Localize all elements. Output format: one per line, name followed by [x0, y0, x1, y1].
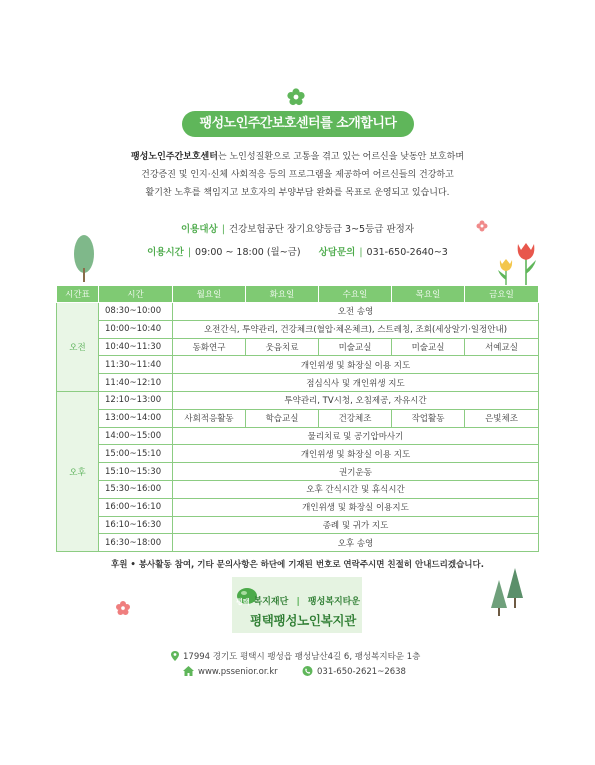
- time-cell: 12:10~13:00: [99, 391, 173, 409]
- notice-text: 후원 • 봉사활동 참여, 기타 문의사항은 하단에 기재된 번호로 연락주시면 친절히 안내드리겠습니다.: [111, 560, 484, 570]
- column-header: 화요일: [246, 286, 319, 303]
- activity-cell: 개인위생 및 화장실 이용지도: [173, 498, 539, 516]
- time-cell: 13:00~14:00: [99, 409, 173, 427]
- time-cell: 11:30~11:40: [99, 356, 173, 374]
- day-cell: 건강체조: [319, 409, 392, 427]
- logo-foundation: 복지재단: [253, 597, 289, 607]
- phone-icon: [302, 666, 313, 676]
- time-cell: 15:30~16:00: [99, 480, 173, 498]
- time-cell: 16:30~18:00: [99, 534, 173, 552]
- day-cell: 은빛체조: [465, 409, 539, 427]
- table-row: [57, 498, 539, 516]
- activity-cell: 오전 송영: [173, 303, 539, 321]
- activity-cell: 투약관리, TV시청, 오침제공, 자유시간: [173, 391, 539, 409]
- period-pm: 오후: [57, 391, 99, 551]
- day-cell: 동화연구: [173, 338, 246, 356]
- website-link[interactable]: www.pssenior.or.kr: [198, 667, 278, 677]
- activity-cell: 점심식사 및 개인위생 지도: [173, 374, 539, 392]
- address-text: 17994 경기도 평택시 팽성읍 팽성남산4길 6, 팽성복지타운 1층: [183, 652, 421, 662]
- column-header: 시간: [99, 286, 173, 303]
- column-header: 금요일: [465, 286, 539, 303]
- time-cell: 16:10~16:30: [99, 516, 173, 534]
- time-cell: 15:00~15:10: [99, 445, 173, 463]
- time-cell: 10:00~10:40: [99, 320, 173, 338]
- table-row: [57, 374, 539, 392]
- intro-line3: 활기찬 노후를 책임지고 보호자의 부양부담 완화를 목표로 운영되고 있습니다.: [145, 188, 450, 198]
- table-row: [57, 303, 539, 321]
- table-header-row: [57, 286, 539, 303]
- tree-icon: [72, 234, 96, 282]
- intro-line2: 건강증진 및 인지·신체 사회적응 등의 프로그램을 제공하여 어르신들의 건강하고: [141, 170, 454, 180]
- address: [170, 650, 420, 662]
- day-cell: 웃음치료: [246, 338, 319, 356]
- activity-cell: 개인위생 및 화장실 이용 지도: [173, 356, 539, 374]
- phone-text: 031-650-2621~2638: [317, 667, 406, 677]
- column-header: 시간표: [57, 286, 99, 303]
- contact-value: 031-650-2640~3: [366, 247, 448, 258]
- activity-cell: 개인위생 및 화장실 이용 지도: [173, 445, 539, 463]
- target-label: 이용대상: [180, 224, 218, 235]
- logo-town: 팽성복지타운: [307, 597, 361, 607]
- activity-cell: 오후 간식시간 및 휴식시간: [173, 480, 539, 498]
- day-cell: 미술교실: [392, 338, 465, 356]
- table-row: [57, 356, 539, 374]
- tree-icon: [489, 568, 525, 616]
- logo-divider: |: [296, 597, 300, 607]
- tulip-icon: [496, 240, 542, 286]
- location-icon: [170, 651, 180, 661]
- column-header: 수요일: [319, 286, 392, 303]
- logo-subtitle: [236, 594, 361, 607]
- day-cell: 서예교실: [465, 338, 539, 356]
- period-am: 오전: [57, 303, 99, 392]
- time-cell: 10:40~11:30: [99, 338, 173, 356]
- day-cell: 미술교실: [319, 338, 392, 356]
- center-name: 팽성노인주간보호센터: [130, 152, 218, 162]
- table-row: [57, 463, 539, 481]
- day-cell: 사회적응활동: [173, 409, 246, 427]
- contact-label: 상담문의: [318, 247, 356, 258]
- table-row: [57, 320, 539, 338]
- hours-label: 이용시간: [147, 247, 184, 258]
- day-cell: 학습교실: [246, 409, 319, 427]
- activity-cell: 종례 및 귀가 지도: [173, 516, 539, 534]
- time-cell: 15:10~15:30: [99, 463, 173, 481]
- target-value: 건강보험공단 장기요양등급 3~5등급 판정자: [228, 224, 415, 235]
- table-row: [57, 409, 539, 427]
- time-cell: 08:30~10:00: [99, 303, 173, 321]
- flower-icon: [115, 600, 131, 616]
- website: [183, 666, 278, 677]
- table-row: [57, 338, 539, 356]
- hours-info: 이용시간 | 09:00 ~ 18:00 (월~금) 상담문의 | 031-650-2640~3: [147, 247, 448, 258]
- phone: [302, 666, 406, 677]
- day-cell: 작업활동: [392, 409, 465, 427]
- table-row: [57, 534, 539, 552]
- logo-name: 평택팽성노인복지관: [250, 613, 356, 628]
- column-header: 목요일: [392, 286, 465, 303]
- schedule-table: [56, 285, 539, 552]
- intro-line1: 는 노인성질환으로 고통을 겪고 있는 어르신을 낮동안 보호하며: [217, 152, 465, 162]
- table-row: [57, 445, 539, 463]
- time-cell: 16:00~16:10: [99, 498, 173, 516]
- table-row: [57, 516, 539, 534]
- flower-icon: [287, 88, 305, 106]
- time-cell: 11:40~12:10: [99, 374, 173, 392]
- activity-cell: 오후 송영: [173, 534, 539, 552]
- column-header: 월요일: [173, 286, 246, 303]
- page-title: 팽성노인주간보호센터를 소개합니다: [182, 111, 414, 137]
- intro-text: [60, 148, 535, 202]
- table-row: [57, 480, 539, 498]
- activity-cell: 물리치료 및 공기압마사기: [173, 427, 539, 445]
- table-row: [57, 427, 539, 445]
- table-row: [57, 391, 539, 409]
- activity-cell: 권기운동: [173, 463, 539, 481]
- target-info: 이용대상 | 건강보험공단 장기요양등급 3~5등급 판정자: [180, 224, 415, 235]
- logo-foundation-prefix: 평택: [236, 598, 250, 606]
- time-cell: 14:00~15:00: [99, 427, 173, 445]
- activity-cell: 오전간식, 투약관리, 건강체크(혈압·체온체크), 스트레칭, 조회(세상알기·일정안내): [173, 320, 539, 338]
- hours-value: 09:00 ~ 18:00 (월~금): [195, 247, 301, 258]
- home-icon: [183, 666, 194, 676]
